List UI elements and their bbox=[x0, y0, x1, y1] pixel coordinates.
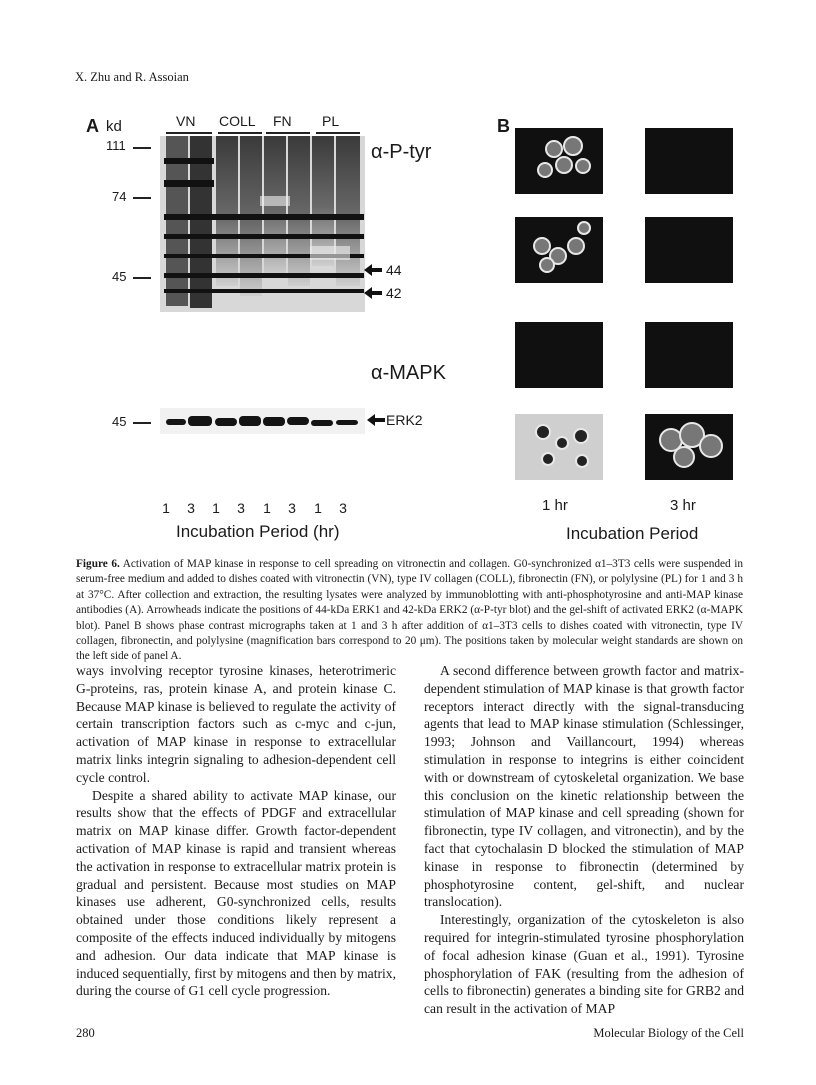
figure-caption bbox=[76, 557, 743, 665]
ptyr-blot-image bbox=[160, 136, 365, 312]
body-paragraph: ways involving receptor tyrosine kinases, heterotrimeric G-proteins, ras, protein kinase A, and protein kinase C. Because MAP kinase is believed to regulate the activity of certain transcription factors such as c-myc and c-jun, activation of MAP kinase in response to extracellular matrix links integrin signaling to adhesion-dependent cell cycle control. bbox=[76, 663, 396, 785]
arrow-label-44: 44 bbox=[386, 262, 402, 278]
lane-number: 1 bbox=[314, 500, 322, 516]
mw-tick-74 bbox=[133, 197, 151, 199]
panel-b-time-3hr: 3 hr bbox=[670, 497, 696, 514]
micrograph-fn-3hr bbox=[645, 322, 733, 388]
mw-marker-74: 74 bbox=[112, 189, 127, 204]
erk2-label: ERK2 bbox=[386, 412, 423, 428]
micrograph-pl-1hr bbox=[515, 414, 603, 480]
body-paragraph: A second difference between growth factor and matrix-dependent stimulation of MAP kinase is that growth factor receptors interact directly with the signal-transducing agents that lead to MAP kinase stimulation (Schlessinger, 1993; Johnson and Vaillancourt, 1994) whereas stimulation in response to integrins is either coincident with or downstream of cytoskeletal organization. We base this conclusion on the kinetic relationship between the stimulation of MAP kinase and cell spreading (shown for fibronectin, type IV collagen, and vitronectin), and by the fact that cytochalasin D blocked the stimulation of MAP kinase in response to fibronectin (determined by phosphotyrosine content, gel-shift, and nuclear translocation). bbox=[424, 663, 744, 910]
body-column-left bbox=[76, 662, 396, 1000]
lane-bar-pl bbox=[316, 132, 360, 134]
mw-tick-111 bbox=[133, 147, 151, 149]
micrograph-fn-1hr bbox=[515, 322, 603, 388]
lane-number: 1 bbox=[162, 500, 170, 516]
lane-number: 3 bbox=[187, 500, 195, 516]
lane-bar-fn bbox=[266, 132, 310, 134]
panel-b-letter: B bbox=[497, 116, 510, 136]
lane-number: 1 bbox=[263, 500, 271, 516]
micrograph-coll-3hr bbox=[645, 217, 733, 283]
journal-name: Molecular Biology of the Cell bbox=[593, 1026, 744, 1040]
lane-header-fn: FN bbox=[273, 113, 292, 129]
lane-bar-coll bbox=[218, 132, 262, 134]
mapk-blot-image bbox=[160, 408, 365, 434]
body-paragraph: Despite a shared ability to activate MAP kinase, our results show that the effects of PDGF and extracellular matrix on MAP kinase differ. Growth factor-dependent activation of MAP kinase is rapid and transient whereas the activation in response to extracellular matrix protein is gradual and persistent. Because most studies on MAP kinases use adherent, G0-synchronized cells, results obtained under those conditions likely represent a composite of the effects induced individually by mitogens and adhesion. Our data indicate that MAP kinase is induced sequentially, first by mitogens and then by matrix, during the course of G1 cell cycle progression. bbox=[76, 787, 396, 999]
arrow-left-icon bbox=[364, 287, 382, 299]
panel-b-axis-title: Incubation Period bbox=[566, 524, 699, 543]
lane-number: 3 bbox=[237, 500, 245, 516]
lane-number: 3 bbox=[288, 500, 296, 516]
mw-tick-45 bbox=[133, 277, 151, 279]
micrograph-coll-1hr bbox=[515, 217, 603, 283]
lane-number: 1 bbox=[212, 500, 220, 516]
caption-text: Activation of MAP kinase in response to cell spreading on vitronectin and collagen. G0-synchronized α1–3T3 cells were suspended in serum-free medium and added to dishes coated with vitronectin (VN), type IV collagen (COLL), fibronectin (FN), or polylysine (PL) for 1 and 3 h at 37°C. After collection and extraction, the resulting lysates were analyzed by immunoblotting with anti-phosphotyrosine and anti-MAP kinase antibodies (A). Arrowheads indicate the positions of 44-kDa ERK1 and 42-kDa ERK2 (α-P-tyr blot) and the gel-shift of activated ERK2 (α-MAPK blot). Panel B shows phase contrast micrographs taken at 1 and 3 h after addition of α1–3T3 cells to dishes coated with vitronectin, type IV collagen, fibronectin, and polylysine (magnification bars correspond to 20 μm). The positions taken by molecular weight standards are shown on the left side of panel A. bbox=[76, 558, 744, 663]
antibody-label-mapk: α-MAPK bbox=[371, 362, 446, 384]
lane-header-pl: PL bbox=[322, 113, 340, 129]
figure-label: Figure 6. bbox=[76, 558, 120, 570]
mw-marker-111: 111 bbox=[106, 138, 126, 153]
antibody-label-ptyr: α-P-tyr bbox=[371, 141, 432, 163]
body-column-right bbox=[424, 662, 744, 1018]
arrow-left-icon bbox=[364, 264, 382, 276]
lane-header-coll: COLL bbox=[219, 113, 256, 129]
lane-bar-vn bbox=[166, 132, 212, 134]
mapk-mw-tick bbox=[133, 422, 151, 424]
running-head: X. Zhu and R. Assoian bbox=[75, 70, 189, 84]
panel-a-letter: A bbox=[86, 116, 99, 136]
page-number: 280 bbox=[76, 1026, 95, 1040]
mapk-mw-marker-45: 45 bbox=[112, 414, 127, 429]
micrograph-pl-3hr bbox=[645, 414, 733, 480]
erk2-arrow-icon bbox=[367, 414, 385, 426]
panel-a-axis-title: Incubation Period (hr) bbox=[176, 522, 340, 541]
lane-number: 3 bbox=[339, 500, 347, 516]
body-paragraph: Interestingly, organization of the cytoskeleton is also required for integrin-stimulated tyrosine phosphorylation of focal adhesion kinase (Guan et al., 1991). Tyrosine phosphorylation of FAK (resulting from the adhesion of cells to fibronectin) generates a binding site for GRB2 and can result in the activation of MAP bbox=[424, 912, 744, 1017]
mw-marker-45: 45 bbox=[112, 269, 127, 284]
lane-header-vn: VN bbox=[176, 113, 196, 129]
arrow-label-42: 42 bbox=[386, 285, 402, 301]
micrograph-vn-3hr bbox=[645, 128, 733, 194]
kd-label: kd bbox=[106, 118, 122, 135]
panel-b-time-1hr: 1 hr bbox=[542, 497, 568, 514]
micrograph-vn-1hr bbox=[515, 128, 603, 194]
